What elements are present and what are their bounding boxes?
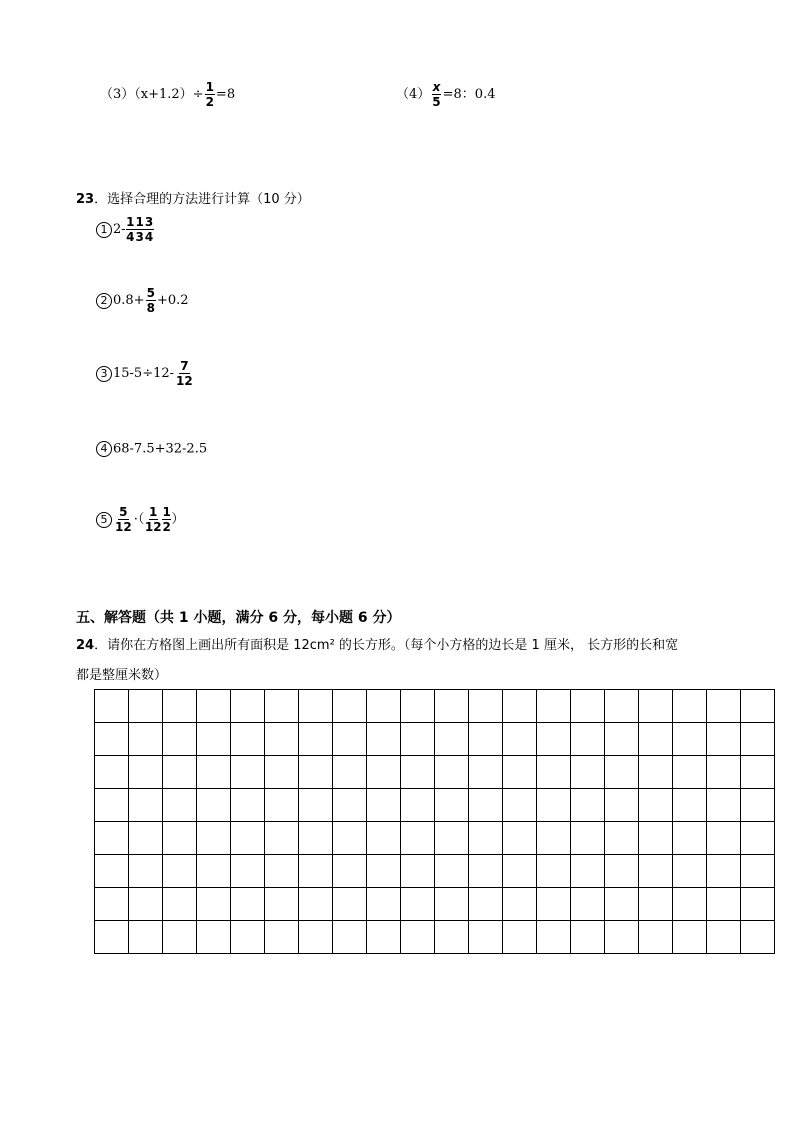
grid-table[interactable]	[94, 689, 775, 954]
grid-cell[interactable]	[435, 723, 469, 756]
grid-cell[interactable]	[605, 756, 639, 789]
fraction: $\frac{5}{8}$	[146, 286, 155, 315]
grid-cell[interactable]	[163, 756, 197, 789]
grid-cell[interactable]	[639, 756, 673, 789]
grid-cell[interactable]	[605, 921, 639, 954]
grid-cell[interactable]	[741, 822, 775, 855]
grid-cell[interactable]	[469, 921, 503, 954]
grid-cell[interactable]	[639, 888, 673, 921]
grid-cell[interactable]	[197, 756, 231, 789]
grid-cell[interactable]	[605, 723, 639, 756]
grid-cell[interactable]	[401, 723, 435, 756]
grid-cell[interactable]	[299, 822, 333, 855]
grid-cell[interactable]	[401, 822, 435, 855]
grid-cell[interactable]	[503, 822, 537, 855]
fraction: $\frac{7}{12}$	[176, 359, 193, 388]
fraction: $\frac{1}{2}$	[205, 80, 214, 109]
question-text: ．请你在方格图上画出所有面积是 12cm² 的长方形。（每个小方格的边长是 1 厘米， 长方形的长和宽	[94, 638, 679, 653]
grid-cell[interactable]	[537, 888, 571, 921]
fraction-group	[126, 216, 154, 243]
q23-item-2	[96, 287, 189, 314]
grid-cell[interactable]	[435, 690, 469, 723]
grid-cell[interactable]	[571, 822, 605, 855]
grid-cell[interactable]	[401, 888, 435, 921]
grid-cell[interactable]	[197, 822, 231, 855]
grid-cell[interactable]	[639, 723, 673, 756]
fraction: $\frac{1}{3}$	[135, 215, 144, 244]
grid-cell[interactable]	[435, 789, 469, 822]
grid-cell[interactable]	[537, 723, 571, 756]
grid-cell[interactable]	[401, 921, 435, 954]
grid-cell[interactable]	[707, 855, 741, 888]
expression-text: 15-5÷12-	[113, 366, 175, 381]
circled-number: 4	[96, 441, 112, 457]
grid-row	[95, 756, 775, 789]
grid-cell[interactable]	[707, 921, 741, 954]
grid-cell[interactable]	[333, 723, 367, 756]
grid-cell[interactable]	[605, 690, 639, 723]
grid-cell[interactable]	[367, 921, 401, 954]
grid-cell[interactable]	[469, 756, 503, 789]
grid-cell[interactable]	[129, 822, 163, 855]
grid-cell[interactable]	[367, 822, 401, 855]
grid-cell[interactable]	[537, 822, 571, 855]
fraction: $\frac{5}{12}$	[115, 505, 132, 534]
grid-cell[interactable]	[129, 789, 163, 822]
grid-cell[interactable]	[503, 723, 537, 756]
grid-cell[interactable]	[503, 789, 537, 822]
grid-cell[interactable]	[707, 789, 741, 822]
grid-cell[interactable]	[673, 822, 707, 855]
q23-title	[76, 188, 310, 207]
grid-row	[95, 723, 775, 756]
grid-cell[interactable]	[265, 690, 299, 723]
q23-item-4	[96, 441, 207, 457]
grid-cell[interactable]	[503, 888, 537, 921]
grid-cell[interactable]	[231, 723, 265, 756]
grid-cell[interactable]	[401, 690, 435, 723]
question-text: ．选择合理的方法进行计算（10 分）	[94, 192, 310, 207]
q22-part4-prefix: （4）	[396, 87, 431, 102]
q24-line1	[76, 634, 678, 653]
q22-part3-prefix: （3）（x+1.2）÷	[100, 87, 204, 102]
grid-cell[interactable]	[571, 921, 605, 954]
grid-cell[interactable]	[639, 789, 673, 822]
grid-cell[interactable]	[95, 723, 129, 756]
grid-cell[interactable]	[571, 723, 605, 756]
grid-cell[interactable]	[95, 921, 129, 954]
grid-cell[interactable]	[639, 690, 673, 723]
grid-cell[interactable]	[503, 690, 537, 723]
grid-cell[interactable]	[469, 888, 503, 921]
grid-cell[interactable]	[299, 921, 333, 954]
grid-cell[interactable]	[231, 855, 265, 888]
grid-cell[interactable]	[605, 888, 639, 921]
grid-cell[interactable]	[673, 690, 707, 723]
question-number: 24	[76, 638, 95, 653]
grid-row	[95, 921, 775, 954]
grid-cell[interactable]	[367, 888, 401, 921]
fraction: $\frac{1}{2}$	[162, 505, 171, 534]
grid-cell[interactable]	[537, 690, 571, 723]
grid-cell[interactable]	[571, 690, 605, 723]
grid-cell[interactable]	[129, 921, 163, 954]
grid-cell[interactable]	[673, 888, 707, 921]
grid-cell[interactable]	[503, 756, 537, 789]
grid-cell[interactable]	[673, 921, 707, 954]
grid-cell[interactable]	[129, 888, 163, 921]
grid-cell[interactable]	[231, 888, 265, 921]
grid-cell[interactable]	[741, 789, 775, 822]
grid-cell[interactable]	[265, 855, 299, 888]
grid-cell[interactable]	[231, 789, 265, 822]
grid-cell[interactable]	[401, 855, 435, 888]
grid-cell[interactable]	[503, 855, 537, 888]
q22-part4-suffix: =8：0.4	[442, 87, 496, 102]
grid-cell[interactable]	[299, 690, 333, 723]
grid-cell[interactable]	[95, 822, 129, 855]
grid-cell[interactable]	[741, 690, 775, 723]
grid-cell[interactable]	[435, 888, 469, 921]
grid-cell[interactable]	[163, 822, 197, 855]
grid-cell[interactable]	[469, 723, 503, 756]
expression-text: 68-7.5+32-2.5	[113, 441, 208, 457]
fraction-group	[144, 506, 171, 533]
grid-cell[interactable]	[469, 855, 503, 888]
grid-row	[95, 789, 775, 822]
grid-cell[interactable]	[299, 855, 333, 888]
grid-cell[interactable]	[435, 822, 469, 855]
grid-cell[interactable]	[741, 888, 775, 921]
q22-part4	[396, 81, 495, 108]
fraction: $\frac{3}{4}$	[144, 215, 154, 244]
grid-cell[interactable]	[503, 921, 537, 954]
expression-text: 0.8+	[113, 293, 145, 308]
grid-cell[interactable]	[129, 723, 163, 756]
q22-part3	[100, 81, 235, 108]
grid-row	[95, 855, 775, 888]
grid-cell[interactable]	[571, 789, 605, 822]
grid-cell[interactable]	[537, 789, 571, 822]
grid-cell[interactable]	[605, 855, 639, 888]
grid-cell[interactable]	[605, 789, 639, 822]
q24-line2: 都是整厘米数）	[76, 668, 168, 683]
grid-cell[interactable]	[333, 690, 367, 723]
grid-cell[interactable]	[299, 888, 333, 921]
grid-cell[interactable]	[401, 789, 435, 822]
grid-cell[interactable]	[367, 690, 401, 723]
grid-cell[interactable]	[741, 855, 775, 888]
grid-cell[interactable]	[367, 855, 401, 888]
grid-cell[interactable]	[95, 888, 129, 921]
grid-cell[interactable]	[639, 921, 673, 954]
grid-cell[interactable]	[469, 822, 503, 855]
grid-cell[interactable]	[333, 855, 367, 888]
grid-cell[interactable]	[673, 855, 707, 888]
grid-cell[interactable]	[299, 723, 333, 756]
grid-cell[interactable]	[129, 855, 163, 888]
grid-row	[95, 690, 775, 723]
grid-cell[interactable]	[197, 789, 231, 822]
grid-cell[interactable]	[163, 789, 197, 822]
grid-cell[interactable]	[571, 855, 605, 888]
grid-cell[interactable]	[163, 888, 197, 921]
grid-cell[interactable]	[333, 822, 367, 855]
grid-cell[interactable]	[95, 855, 129, 888]
grid-cell[interactable]	[197, 921, 231, 954]
grid-row	[95, 822, 775, 855]
grid-cell[interactable]	[299, 756, 333, 789]
grid-cell[interactable]	[197, 723, 231, 756]
grid-cell[interactable]	[265, 789, 299, 822]
grid-cell[interactable]	[333, 789, 367, 822]
circled-number: 5	[96, 512, 112, 528]
grid-cell[interactable]	[265, 822, 299, 855]
grid-cell[interactable]	[265, 888, 299, 921]
expression-text: +0.2	[156, 293, 189, 308]
fraction: $\frac{1}{12}$	[144, 505, 162, 534]
grid-cell[interactable]	[163, 723, 197, 756]
grid-cell[interactable]	[95, 789, 129, 822]
circled-number: 3	[96, 366, 112, 382]
grid-cell[interactable]	[333, 756, 367, 789]
grid-cell[interactable]	[333, 921, 367, 954]
grid-cell[interactable]	[197, 690, 231, 723]
grid-cell[interactable]	[571, 888, 605, 921]
grid-cell[interactable]	[605, 822, 639, 855]
grid-cell[interactable]	[333, 888, 367, 921]
square-grid[interactable]	[94, 689, 775, 954]
grid-cell[interactable]	[571, 756, 605, 789]
grid-cell[interactable]	[741, 921, 775, 954]
grid-cell[interactable]	[707, 690, 741, 723]
grid-cell[interactable]	[673, 789, 707, 822]
grid-cell[interactable]	[367, 723, 401, 756]
grid-cell[interactable]	[435, 756, 469, 789]
grid-cell[interactable]	[639, 855, 673, 888]
grid-cell[interactable]	[367, 789, 401, 822]
grid-cell[interactable]	[707, 888, 741, 921]
section-title: 五、解答题（共 1 小题，满分 6 分，每小题 6 分）	[76, 610, 401, 626]
grid-cell[interactable]	[673, 756, 707, 789]
grid-cell[interactable]	[435, 855, 469, 888]
q23-item-3	[96, 360, 195, 387]
grid-cell[interactable]	[537, 921, 571, 954]
circled-number: 1	[96, 222, 112, 238]
grid-row	[95, 888, 775, 921]
grid-cell[interactable]	[95, 756, 129, 789]
grid-cell[interactable]	[537, 756, 571, 789]
grid-cell[interactable]	[197, 855, 231, 888]
fraction: $\frac{1}{4}$	[126, 215, 135, 244]
grid-cell[interactable]	[741, 723, 775, 756]
q22-part3-suffix: =8	[215, 87, 236, 102]
grid-cell[interactable]	[707, 756, 741, 789]
fraction: $\frac{x}{5}$	[432, 80, 441, 109]
grid-cell[interactable]	[401, 756, 435, 789]
grid-cell[interactable]	[367, 756, 401, 789]
grid-cell[interactable]	[639, 822, 673, 855]
grid-cell[interactable]	[231, 822, 265, 855]
grid-cell[interactable]	[265, 723, 299, 756]
q23-item-5	[96, 506, 184, 533]
grid-cell[interactable]	[707, 723, 741, 756]
grid-cell[interactable]	[299, 789, 333, 822]
grid-cell[interactable]	[197, 888, 231, 921]
grid-cell[interactable]	[129, 756, 163, 789]
grid-cell[interactable]	[469, 690, 503, 723]
grid-cell[interactable]	[469, 789, 503, 822]
grid-cell[interactable]	[231, 690, 265, 723]
expression-text: 2-	[113, 222, 126, 237]
grid-cell[interactable]	[95, 690, 129, 723]
grid-cell[interactable]	[231, 756, 265, 789]
grid-cell[interactable]	[163, 855, 197, 888]
circled-number: 2	[96, 293, 112, 309]
grid-cell[interactable]	[163, 921, 197, 954]
grid-cell[interactable]	[163, 690, 197, 723]
grid-cell[interactable]	[673, 723, 707, 756]
grid-cell[interactable]	[537, 855, 571, 888]
grid-cell[interactable]	[129, 690, 163, 723]
grid-cell[interactable]	[231, 921, 265, 954]
q23-item-1	[96, 216, 154, 243]
expression-text: ）	[171, 512, 185, 527]
grid-cell[interactable]	[435, 921, 469, 954]
grid-cell[interactable]	[741, 756, 775, 789]
grid-cell[interactable]	[707, 822, 741, 855]
question-number: 23	[76, 192, 95, 207]
grid-cell[interactable]	[265, 921, 299, 954]
expression-text: ·（	[133, 512, 145, 527]
grid-cell[interactable]	[265, 756, 299, 789]
